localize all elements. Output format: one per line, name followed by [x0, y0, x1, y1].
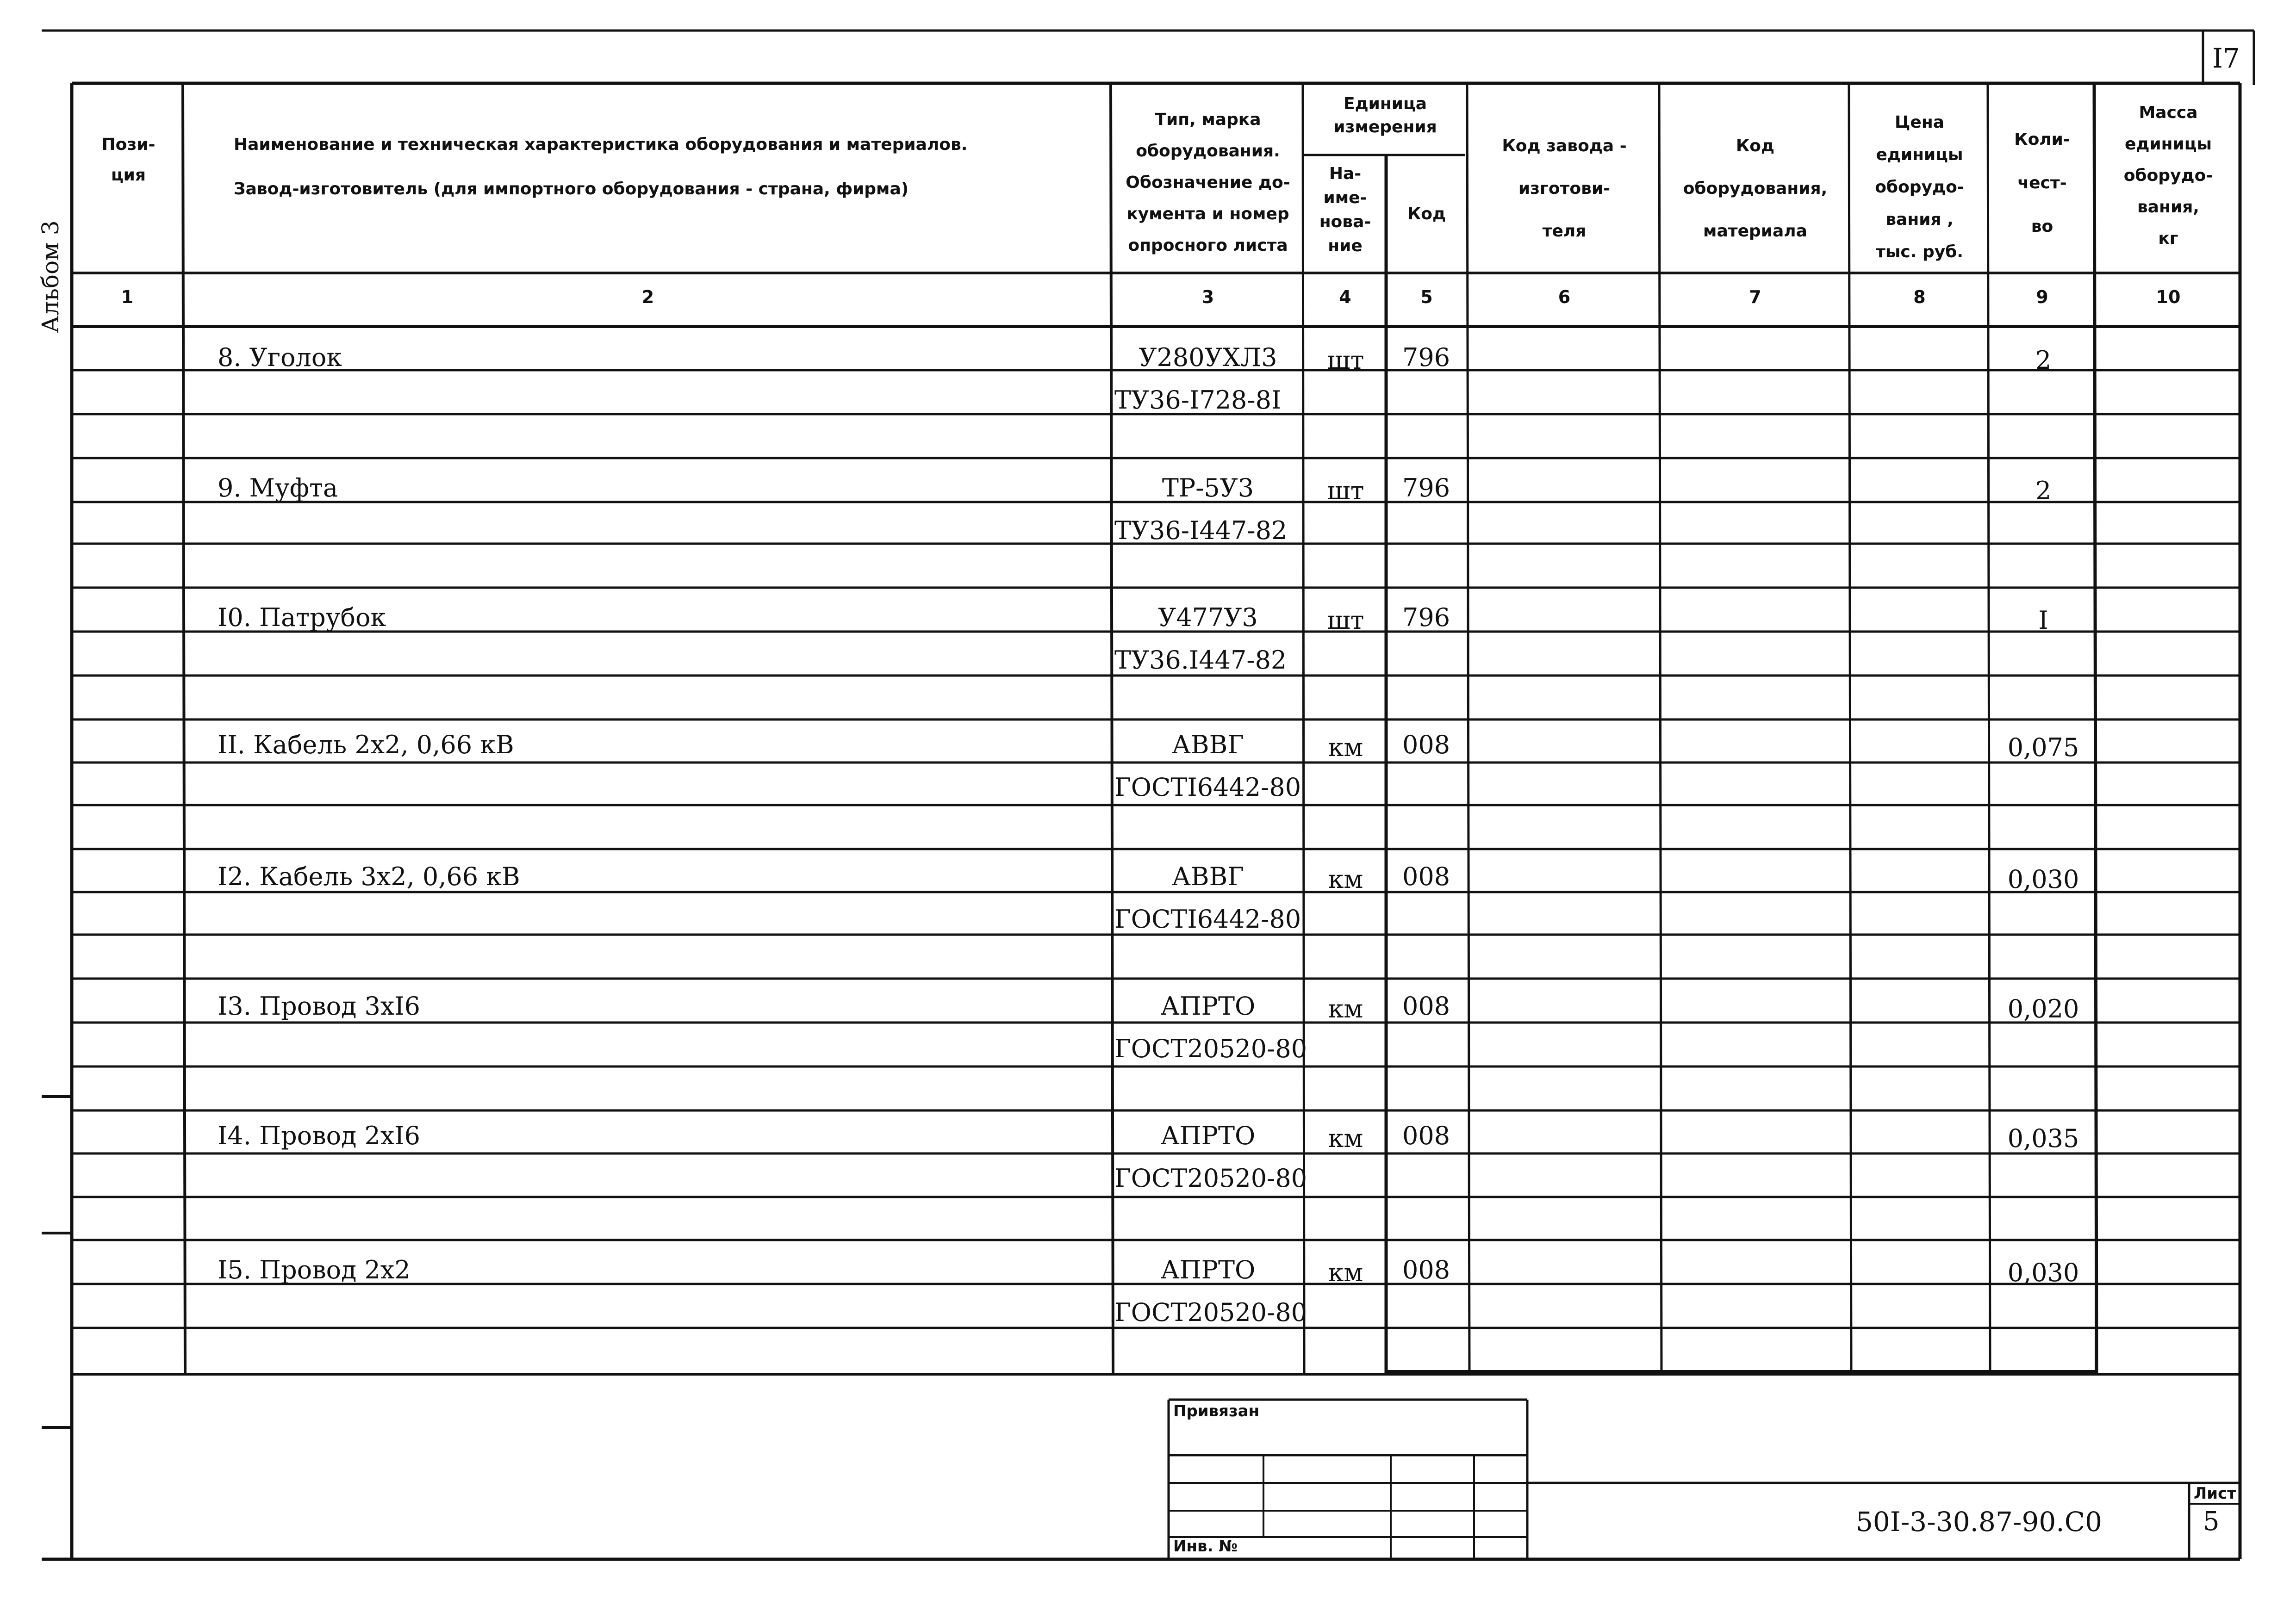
column-number: 7	[1749, 287, 1761, 307]
header-col10: Масса единицы оборудо- вания, кг	[2123, 103, 2213, 248]
side-label: Альбом 3	[37, 220, 64, 333]
column-number: 6	[1558, 287, 1571, 307]
header-col2: Наименование и техническая характеристика оборудования и материалов. Завод-изготовитель (для импортного оборудования - страна, фирма)	[234, 135, 968, 198]
item-code: 796	[1402, 473, 1450, 502]
page-corner-number: I7	[2212, 43, 2240, 74]
item-qty: 0,035	[2007, 1124, 2079, 1153]
item-code: 008	[1402, 730, 1450, 759]
item-name: 8. Уголок	[218, 343, 342, 372]
item-qty: 2	[2035, 346, 2052, 375]
item-type: АВВГ	[1171, 862, 1244, 891]
item-qty: I	[2038, 606, 2048, 635]
item-name: I4. Провод 2хI6	[218, 1121, 421, 1150]
sheet-label: Лист	[2194, 1484, 2236, 1503]
item-qty: 2	[2035, 476, 2052, 505]
item-type: У477У3	[1158, 603, 1258, 632]
item-qty: 0,020	[2007, 994, 2079, 1023]
item-name: I0. Патрубок	[218, 603, 386, 632]
column-number: 8	[1913, 287, 1926, 307]
header-col8: Цена единицы оборудо- вания , тыс. руб.	[1875, 113, 1964, 261]
item-unit: шт	[1327, 476, 1364, 505]
column-number: 10	[2156, 287, 2181, 307]
header-col3: Тип, марка оборудования. Обозначение до- кумента и номер опросного листа	[1126, 110, 1290, 255]
inv-label: Инв. №	[1173, 1537, 1238, 1556]
column-number: 4	[1339, 287, 1351, 307]
item-unit: шт	[1327, 346, 1364, 375]
item-name: I5. Провод 2х2	[218, 1255, 411, 1284]
item-unit: км	[1328, 1258, 1363, 1287]
item-type: АПРТО	[1160, 992, 1256, 1021]
item-unit: км	[1328, 1124, 1363, 1153]
column-number: 2	[641, 287, 654, 307]
item-qty: 0,030	[2007, 865, 2079, 894]
item-code: 008	[1402, 1121, 1450, 1150]
item-type: ТР-5У3	[1162, 473, 1254, 502]
header-col1: Пози- ция	[101, 135, 156, 185]
item-unit: км	[1328, 994, 1363, 1023]
item-unit: км	[1328, 733, 1363, 762]
header-col5: Код	[1407, 205, 1446, 223]
item-doc: ТУ36-I447-82	[1114, 516, 1288, 545]
item-type: АВВГ	[1171, 730, 1244, 759]
item-doc: ГОСТ20520-80	[1114, 1034, 1307, 1063]
item-code: 008	[1402, 1255, 1450, 1284]
item-type: У280УХЛ3	[1139, 343, 1277, 372]
header-col9: Коли- чест- во	[2014, 130, 2070, 236]
item-doc: ТУ36-I728-8I	[1114, 385, 1282, 415]
item-name: I2. Кабель 3х2, 0,66 кВ	[218, 862, 520, 891]
item-unit: км	[1328, 865, 1363, 894]
item-code: 796	[1402, 603, 1450, 632]
item-code: 796	[1402, 343, 1450, 372]
item-doc: ГОСТ20520-80	[1114, 1164, 1307, 1193]
item-qty: 0,075	[2007, 733, 2079, 762]
item-doc: ГОСТI6442-80	[1114, 773, 1301, 802]
header-col4: На- име- нова- ние	[1319, 164, 1371, 255]
header-unit-group: Единица измерения	[1333, 94, 1437, 136]
column-number: 3	[1201, 287, 1214, 307]
item-name: I3. Провод 3хI6	[218, 992, 421, 1021]
item-doc: ТУ36.I447-82	[1114, 645, 1287, 675]
bound-label: Привязан	[1173, 1402, 1260, 1420]
item-doc: ГОСТ20520-80	[1114, 1298, 1307, 1327]
item-qty: 0,030	[2007, 1258, 2079, 1287]
item-unit: шт	[1327, 606, 1364, 635]
item-code: 008	[1402, 862, 1450, 891]
item-code: 008	[1402, 992, 1450, 1021]
item-name: 9. Муфта	[218, 473, 338, 502]
column-number: 1	[121, 287, 134, 307]
column-number: 5	[1420, 287, 1433, 307]
item-type: АПРТО	[1160, 1255, 1256, 1284]
item-doc: ГОСТI6442-80	[1114, 905, 1301, 934]
item-name: II. Кабель 2х2, 0,66 кВ	[218, 730, 514, 759]
column-number: 9	[2036, 287, 2048, 307]
document-number: 50I-3-30.87-90.С0	[1856, 1506, 2102, 1538]
header-col7: Код оборудования, материала	[1683, 136, 1828, 241]
sheet-number: 5	[2203, 1507, 2220, 1537]
item-type: АПРТО	[1160, 1121, 1256, 1150]
header-col6: Код завода - изготови- теля	[1502, 136, 1627, 241]
